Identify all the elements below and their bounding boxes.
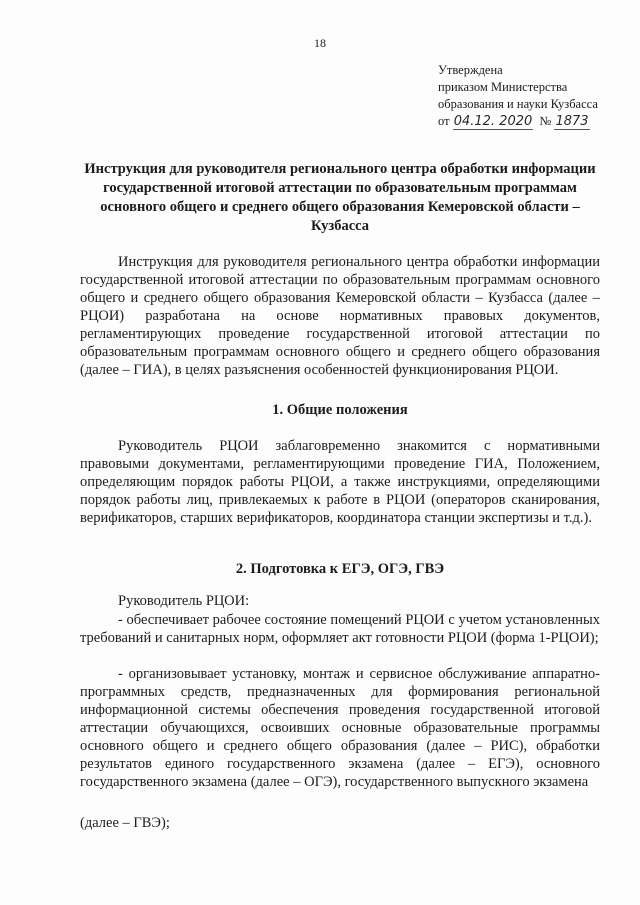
- approval-line-order: приказом Министерства: [438, 80, 568, 94]
- section-2-heading: 2. Подготовка к ЕГЭ, ОГЭ, ГВЭ: [235, 561, 445, 577]
- section-2-lead: Руководитель РЦОИ:: [118, 593, 250, 609]
- document-title: Инструкция для руководителя регионального центра обработки информации государственной итоговой аттестации по образовательным программам основного общего и среднего общего образования Кемеровской области – Кузбасса: [84, 161, 596, 234]
- approval-line-ministry: образования и науки Кузбасса: [438, 97, 598, 111]
- section-2-bullet-equipment: - организовывает установку, монтаж и сервисное обслуживание аппаратно-программных средств, предназначенных для формирования региональной информационной системы обеспечения проведения государственной итоговой аттестации обучающихся, освоивших основные образовательные программы основного общего и среднего общего образования (далее – РИС), обработки результатов единого государственного экзамена (далее – ЕГЭ), основного государственного экзамена (далее – ОГЭ), государственного выпускного экзамена: [80, 666, 600, 790]
- section-2-bullet-equipment-tail: (далее – ГВЭ);: [80, 815, 170, 831]
- section-2-bullet-premises: - обеспечивает рабочее состояние помещений РЦОИ с учетом установленных требований и санитарных норм, оформляет акт готовности РЦОИ (форма 1-РЦОИ);: [80, 612, 600, 646]
- approval-line-approved: Утверждена: [438, 63, 503, 77]
- section-1-paragraph: Руководитель РЦОИ заблаговременно знакомится с нормативными правовыми документами, регламентирующими проведение ГИА, Положением, определяющим порядок работы РЦОИ, а также инструкциями, определяющими порядок работы лиц, привлекаемых к работе в РЦОИ (операторов сканирования, верификаторов, старших верификаторов, координатора станции экспертизы и т.д.).: [80, 438, 600, 526]
- intro-paragraph: Инструкция для руководителя регионального центра обработки информации государственной итоговой аттестации по образовательным программам основного общего и среднего общего образования Кемеровской области – Кузбасса (далее – РЦОИ) разработана на основе нормативных правовых документов, регламентирующих проведение государственной итоговой аттестации по образовательным программам основного общего и среднего общего образования (далее – ГИА), в целях разъяснения особенностей функционирования РЦОИ.: [80, 254, 600, 378]
- approval-number-prefix: №: [539, 114, 552, 128]
- approval-date-handwritten: 04.12. 2020: [453, 114, 533, 129]
- approval-stamp-block: [438, 62, 598, 130]
- section-1-heading: 1. Общие положения: [272, 402, 408, 418]
- approval-number-handwritten: 1873: [555, 114, 589, 129]
- approval-line-date-number: [438, 113, 598, 130]
- page-number: 18: [314, 36, 326, 50]
- approval-date-prefix: от: [438, 114, 450, 128]
